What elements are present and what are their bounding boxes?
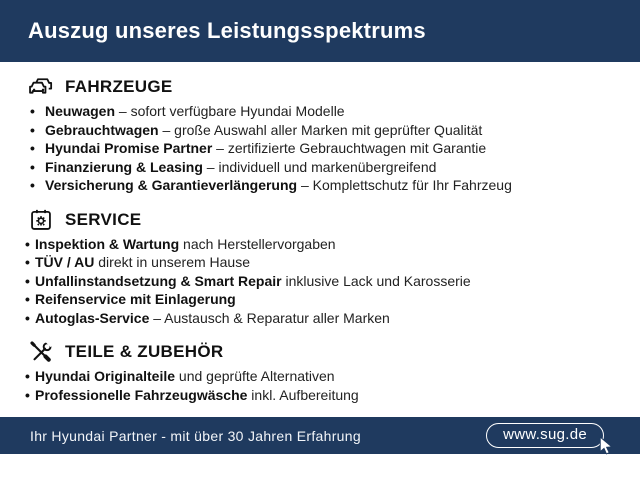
section-heading-fahrzeuge: [0, 74, 640, 100]
teile-list: [0, 367, 640, 404]
list-item: • Inspektion & Wartung nach Herstellervorgaben: [25, 235, 640, 254]
list-item: • Reifenservice mit Einlagerung: [25, 290, 640, 309]
list-item: • Unfallinstandsetzung & Smart Repair inklusive Lack und Karosserie: [25, 272, 640, 291]
list-item: • Neuwagen – sofort verfügbare Hyundai Modelle: [30, 102, 640, 121]
list-item: • TÜV / AU direkt in unserem Hause: [25, 253, 640, 272]
list-item: • Autoglas-Service – Austausch & Reparatur aller Marken: [25, 309, 640, 328]
website-link-label: www.sug.de: [503, 426, 587, 443]
content-area: [0, 74, 640, 404]
section-heading-service: [0, 207, 640, 233]
list-item: • Finanzierung & Leasing – individuell und markenübergreifend: [30, 158, 640, 177]
fahrzeuge-list: [0, 102, 640, 195]
page-title: Auszug unseres Leistungsspektrums: [28, 18, 426, 43]
list-item: • Hyundai Originalteile und geprüfte Alternativen: [25, 367, 640, 386]
cars-icon: [28, 74, 54, 100]
section-heading-teile-zubehoer: [0, 339, 640, 365]
list-item: • Versicherung & Garantieverlängerung – Komplettschutz für Ihr Fahrzeug: [30, 176, 640, 195]
footer-bar: [0, 417, 640, 454]
crossed-tools-icon: [28, 339, 54, 365]
section-title-teile-zubehoer: TEILE & ZUBEHÖR: [65, 342, 224, 361]
section-title-fahrzeuge: FAHRZEUGE: [65, 77, 173, 96]
list-item: • Professionelle Fahrzeugwäsche inkl. Aufbereitung: [25, 386, 640, 405]
service-gear-icon: [28, 207, 54, 233]
cursor-arrow-icon: [595, 435, 616, 456]
header-bar: [0, 0, 640, 62]
section-title-service: SERVICE: [65, 209, 142, 229]
footer-tagline: Ihr Hyundai Partner - mit über 30 Jahren Erfahrung: [30, 427, 361, 444]
list-item: • Gebrauchtwagen – große Auswahl aller Marken mit geprüfter Qualität: [30, 121, 640, 140]
list-item: • Hyundai Promise Partner – zertifizierte Gebrauchtwagen mit Garantie: [30, 139, 640, 158]
website-link[interactable]: [486, 423, 604, 448]
service-list: [0, 235, 640, 328]
